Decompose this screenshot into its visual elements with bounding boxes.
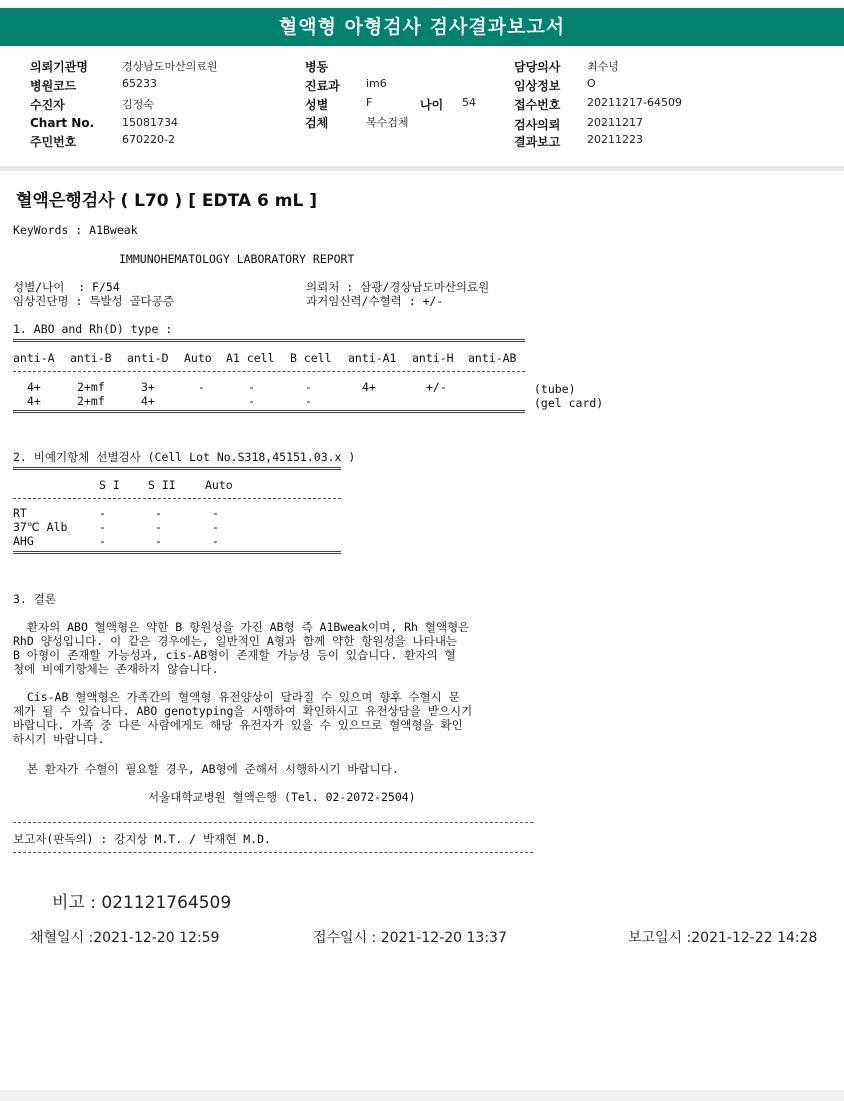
abo-cell: 3+ [141, 380, 155, 394]
value-sex: F [366, 96, 373, 109]
abo-cell: - [248, 394, 255, 408]
screen-cell: - [155, 520, 162, 534]
report-heading: IMMUNOHEMATOLOGY LABORATORY REPORT [119, 252, 355, 266]
screen-header-auto: Auto [205, 478, 233, 492]
screen-heading: 2. 비예기항체 선별검사 (Cell Lot No.S318,45151.03.x ) [13, 450, 356, 464]
value-physician: 최수녕 [587, 60, 619, 73]
abo-cell: 4+ [141, 394, 155, 408]
screen-cell: - [155, 506, 162, 520]
label-request-date: 검사의뢰 [514, 118, 561, 132]
keywords: KeyWords : A1Bweak [13, 223, 138, 237]
header-divider [0, 166, 844, 171]
section-title: 혈액은행검사 ( L70 ) [ EDTA 6 mL ] [16, 191, 317, 211]
reporter-bottom-rule [13, 852, 533, 853]
label-sex: 성별 [305, 98, 329, 112]
abo-bottom-rule [13, 410, 525, 413]
label-ward: 병동 [305, 60, 329, 74]
label-resident-no: 주민번호 [30, 135, 77, 149]
screen-cell: - [99, 506, 106, 520]
reporter-top-rule [13, 822, 533, 823]
abo-method-tube: (tube) [534, 382, 576, 396]
sex-age: 성별/나이 : F/54 [13, 280, 120, 294]
screen-cell: - [212, 534, 219, 548]
abo-top-rule [13, 339, 525, 342]
label-chart-no: Chart No. [30, 116, 95, 130]
abo-header-rule [13, 371, 525, 372]
clinical-diagnosis: 임상진단명 : 특발성 골다공증 [13, 294, 175, 308]
label-accession-no: 접수번호 [514, 98, 561, 112]
screen-header-s2: S II [148, 478, 176, 492]
conclusion-line: 바랍니다. 가족 중 다른 사람에게도 해당 유전자가 있을 수 있으므로 혈액형을 확인 [13, 718, 463, 732]
value-report-date: 20211223 [587, 133, 643, 146]
label-hospital-code: 병원코드 [30, 79, 77, 93]
value-patient: 김정숙 [122, 98, 154, 111]
abo-cell: +/- [426, 380, 447, 394]
abo-header-anti-a1: anti-A1 [348, 351, 397, 365]
screen-row-label: RT [13, 506, 27, 520]
abo-cell: 4+ [27, 394, 41, 408]
reporter: 보고자(판독의) : 강지상 M.T. / 박재현 M.D. [13, 832, 271, 846]
abo-cell: - [198, 380, 205, 394]
label-report-date: 결과보고 [514, 135, 561, 149]
abo-header-anti-h: anti-H [412, 351, 454, 365]
value-chart-no: 15081734 [122, 116, 178, 129]
abo-header-anti-ab: anti-AB [468, 351, 517, 365]
value-specimen: 복수검체 [366, 116, 409, 129]
conclusion-line: RhD 양성입니다. 이 같은 경우에는, 일반적인 A형과 함께 약한 항원성을 나타내는 [13, 634, 458, 648]
patient-header [0, 48, 844, 164]
abo-cell: - [305, 380, 312, 394]
value-department: im6 [366, 77, 387, 90]
conclusion-line: 하시기 바랍니다. [13, 732, 105, 746]
requester: 의뢰처 : 삼광/경상남도마산의료원 [306, 280, 490, 294]
conclusion-line: B 아형이 존재할 가능성과, cis-AB형이 존재할 가능성 등이 있습니다. 환자의 혈 [13, 648, 456, 662]
screen-top-rule [13, 467, 341, 470]
conclusion-line: 청에 비예기항체는 존재하지 않습니다. [13, 662, 219, 676]
value-age: 54 [462, 96, 476, 109]
value-accession-no: 20211217-64509 [587, 96, 682, 109]
value-institution: 경상남도마산의료원 [122, 60, 218, 73]
label-clinical-info: 임상정보 [514, 79, 561, 93]
screen-header-rule [13, 498, 341, 499]
abo-heading: 1. ABO and Rh(D) type : [13, 322, 173, 336]
value-request-date: 20211217 [587, 116, 643, 129]
label-age: 나이 [420, 98, 444, 112]
conclusion-heading: 3. 결론 [13, 592, 56, 606]
label-institution: 의뢰기관명 [30, 60, 88, 74]
report-title: 혈액형 아형검사 검사결과보고서 [0, 8, 844, 46]
abo-header-b-cell: B cell [290, 351, 332, 365]
screen-cell: - [99, 534, 106, 548]
received-datetime: 접수일시 : 2021-12-20 13:37 [313, 930, 507, 946]
abo-cell: 4+ [362, 380, 376, 394]
lab-contact: 서울대학교병원 혈액은행 (Tel. 02-2072-2504) [148, 790, 416, 804]
screen-cell: - [212, 506, 219, 520]
screen-cell: - [99, 520, 106, 534]
conclusion-line: 환자의 ABO 혈액형은 약한 B 항원성을 가진 AB형 즉 A1Bweak이며, Rh 혈액형은 [13, 620, 470, 634]
screen-header-s1: S I [99, 478, 120, 492]
abo-method-gel: (gel card) [534, 396, 604, 410]
screen-bottom-rule [13, 551, 341, 554]
label-specimen: 검체 [305, 116, 329, 130]
value-clinical-info: O [587, 77, 596, 90]
screen-cell: - [212, 520, 219, 534]
screen-row-label: AHG [13, 534, 34, 548]
screen-cell: - [155, 534, 162, 548]
abo-cell: 4+ [27, 380, 41, 394]
abo-header-anti-a: anti-A [13, 351, 55, 365]
abo-cell: 2+mf [77, 394, 105, 408]
abo-header-auto: Auto [184, 351, 212, 365]
abo-header-anti-b: anti-B [70, 351, 112, 365]
conclusion-line: 제가 될 수 있습니다. ABO genotyping을 시행하여 확인하시고 유전상담을 받으시기 [13, 704, 473, 718]
collected-datetime: 채혈일시 :2021-12-20 12:59 [30, 930, 220, 946]
label-patient: 수진자 [30, 98, 65, 112]
value-resident-no: 670220-2 [122, 133, 175, 146]
conclusion-line: 본 환자가 수혈이 필요할 경우, AB형에 준해서 시행하시기 바랍니다. [13, 762, 399, 776]
value-hospital-code: 65233 [122, 77, 157, 90]
abo-header-a1-cell: A1 cell [226, 351, 275, 365]
screen-row-label: 37℃ Alb [13, 520, 68, 534]
reported-datetime: 보고일시 :2021-12-22 14:28 [628, 930, 818, 946]
abo-cell: - [248, 380, 255, 394]
abo-cell: - [305, 394, 312, 408]
label-department: 진료과 [305, 79, 340, 93]
transfusion-history: 과거임신력/수혈력 : +/- [306, 294, 444, 308]
abo-cell: 2+mf [77, 380, 105, 394]
abo-header-anti-d: anti-D [127, 351, 169, 365]
note: 비고 : 021121764509 [52, 893, 232, 913]
conclusion-line: Cis-AB 혈액형은 가족간의 혈액형 유전양상이 달라질 수 있으며 향후 수혈시 문 [13, 690, 460, 704]
label-physician: 담당의사 [514, 60, 561, 74]
